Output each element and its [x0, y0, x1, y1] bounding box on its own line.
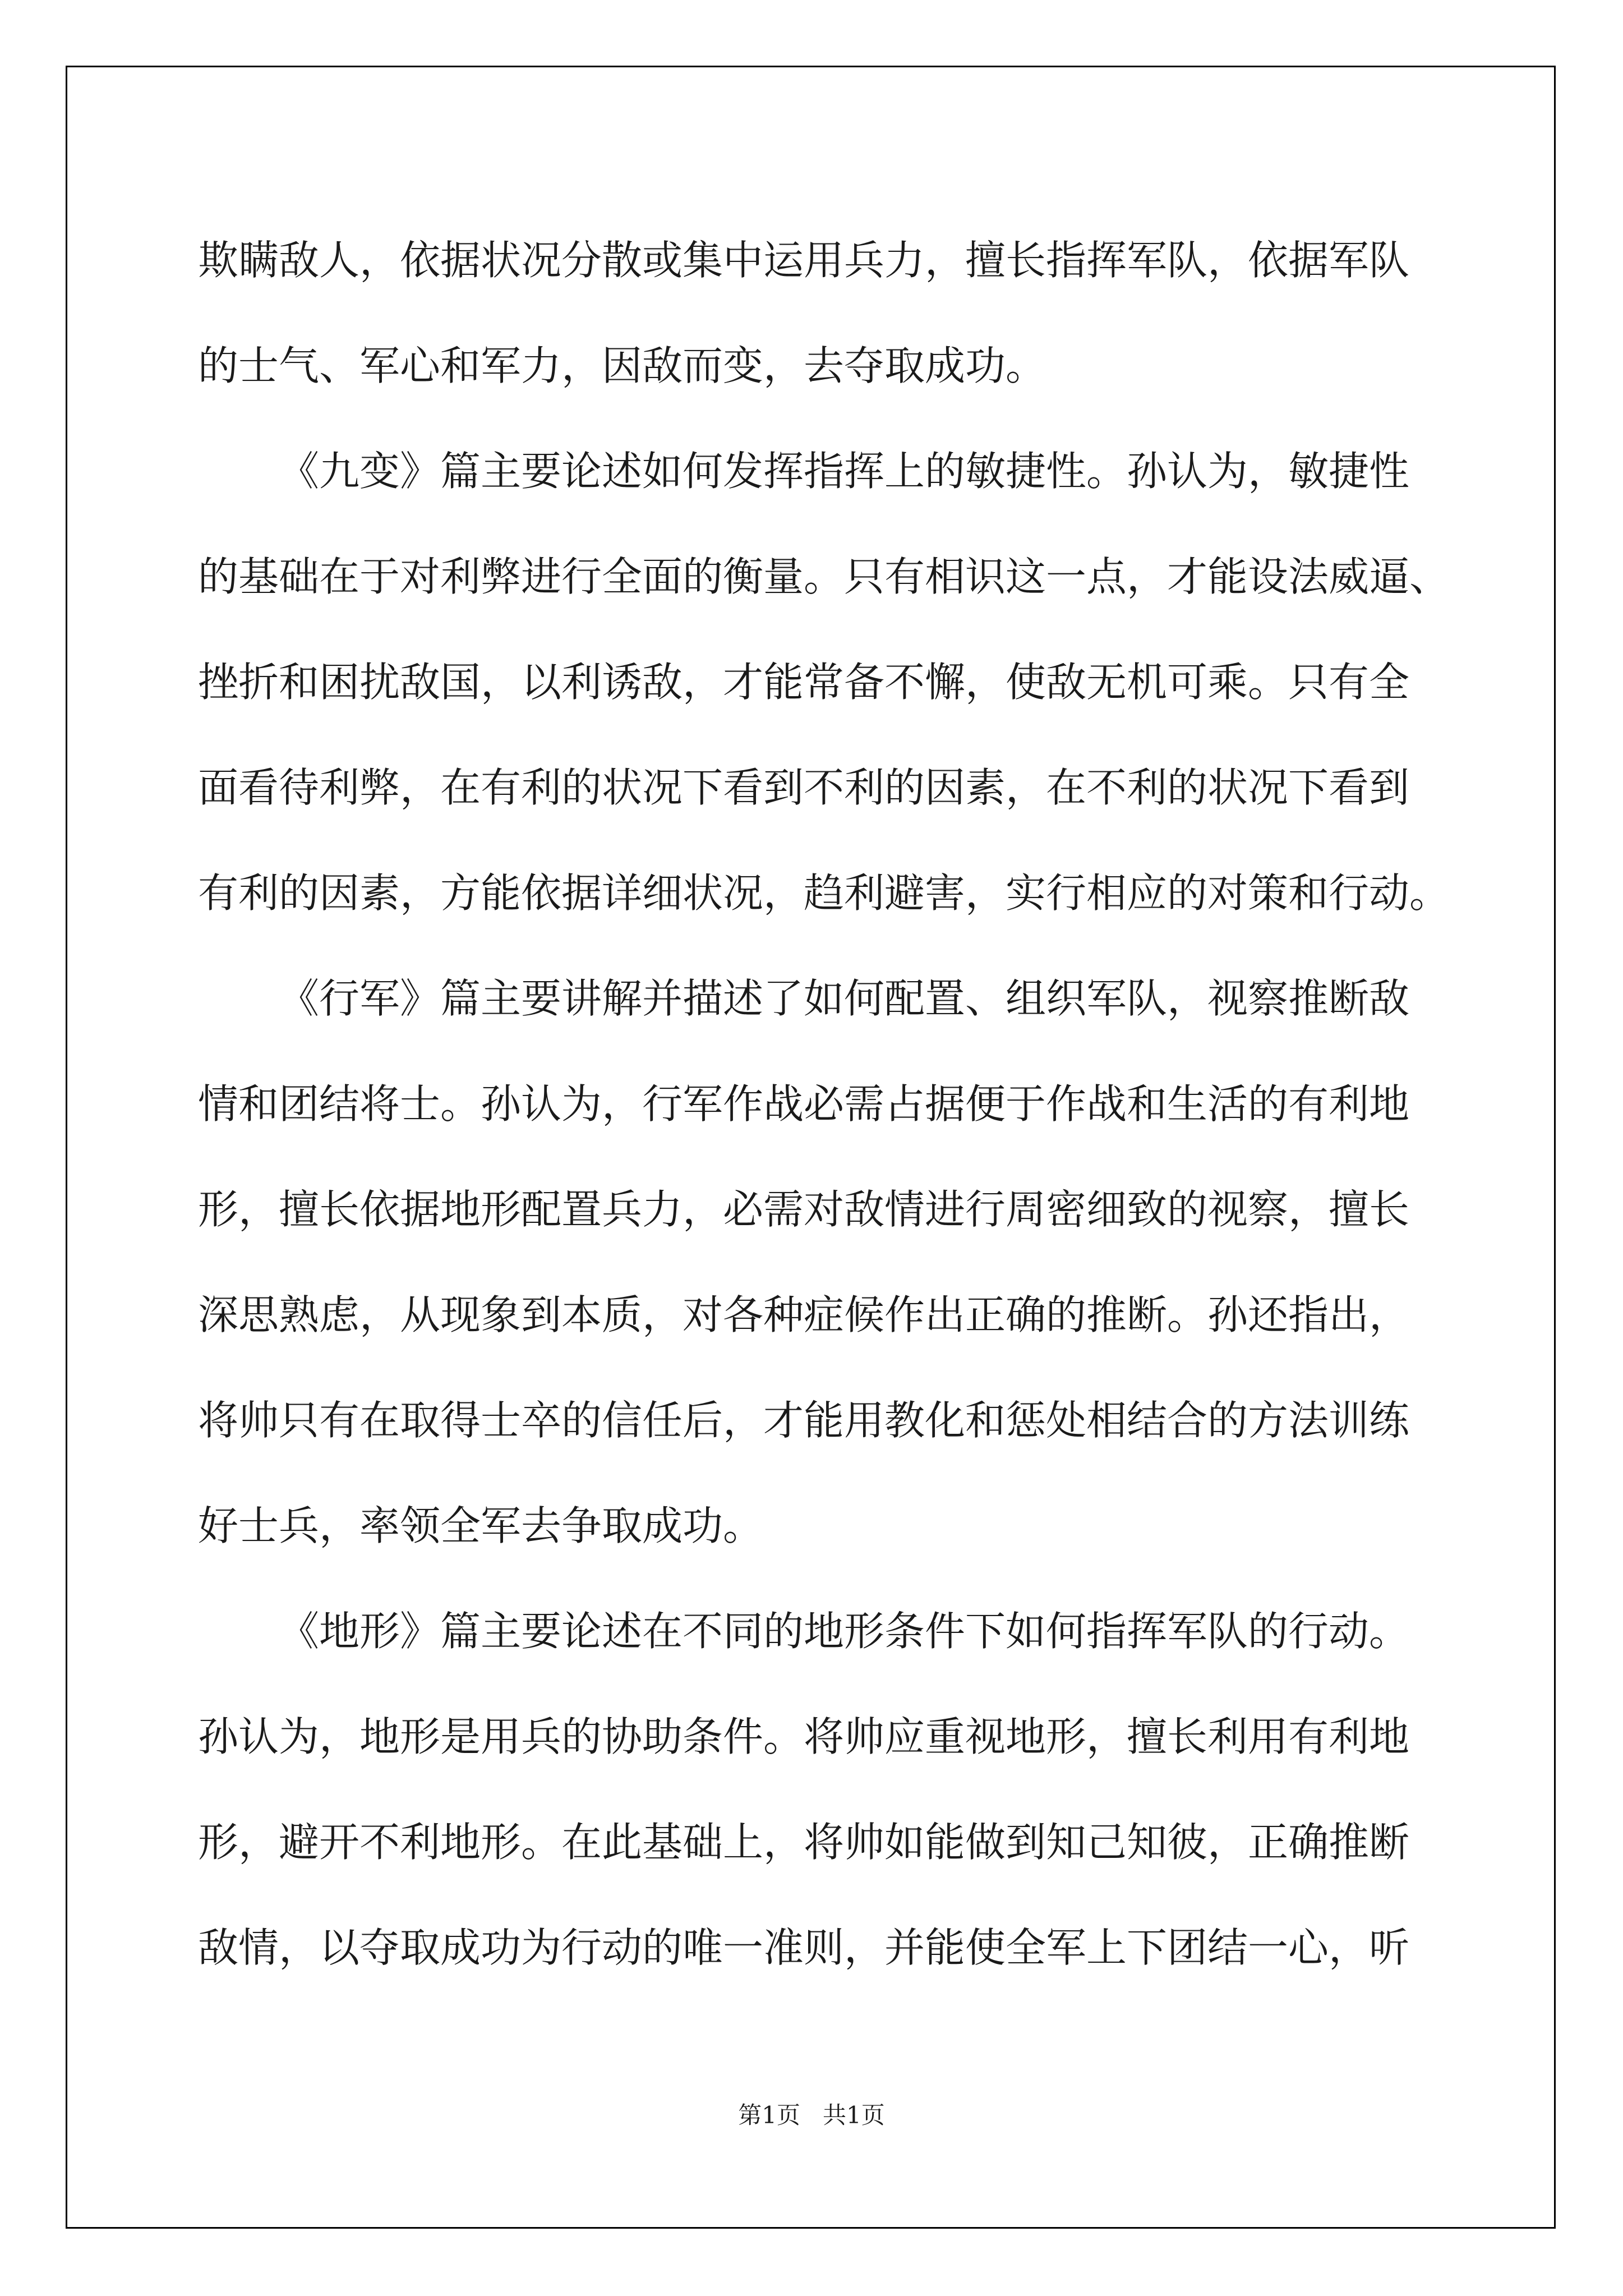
text-line: 将帅只有在取得士卒的信任后，才能用教化和惩处相结合的方法训练 — [198, 1397, 1410, 1444]
text-line: 孙认为，地形是用兵的协助条件。将帅应重视地形，擅长利用有利地 — [198, 1713, 1410, 1760]
text-line: 的士气、军心和军力，因敌而变，去夺取成功。 — [198, 342, 1046, 389]
text-line: 形，擅长依据地形配置兵力，必需对敌情进行周密细致的视察，擅长 — [198, 1186, 1410, 1233]
text-line: 《地形》篇主要论述在不同的地形条件下如何指挥军队的行动。 — [279, 1608, 1410, 1655]
text-line: 挫折和困扰敌国，以利诱敌，才能常备不懈，使敌无机可乘。只有全 — [198, 659, 1410, 706]
document-body — [198, 208, 1450, 2000]
page-number: 第1页 — [738, 2101, 800, 2129]
text-line: 情和团结将士。孙认为，行军作战必需占据便于作战和生活的有利地 — [198, 1080, 1410, 1128]
text-line: 欺瞒敌人，依据状况分散或集中运用兵力，擅长指挥军队，依据军队 — [198, 237, 1410, 284]
text-line: 《九变》篇主要论述如何发挥指挥上的敏捷性。孙认为，敏捷性 — [279, 448, 1410, 495]
text-line: 深思熟虑，从现象到本质，对各种症候作出正确的推断。孙还指出， — [198, 1291, 1410, 1338]
text-line: 《行军》篇主要讲解并描述了如何配置、组织军队，视察推断敌 — [279, 975, 1410, 1022]
text-line: 的基础在于对利弊进行全面的衡量。只有相识这一点，才能设法威逼、 — [198, 553, 1450, 600]
text-line: 好士兵，率领全军去争取成功。 — [198, 1502, 764, 1549]
page-footer — [0, 2097, 1623, 2131]
page-total: 共1页 — [823, 2101, 885, 2129]
text-line: 敌情，以夺取成功为行动的唯一准则，并能使全军上下团结一心，听 — [198, 1924, 1410, 1971]
text-line: 有利的因素，方能依据详细状况，趋利避害，实行相应的对策和行动。 — [198, 869, 1450, 917]
text-line: 形，避开不利地形。在此基础上，将帅如能做到知己知彼，正确推断 — [198, 1819, 1410, 1866]
text-line: 面看待利弊，在有利的状况下看到不利的因素，在不利的状况下看到 — [198, 764, 1410, 811]
